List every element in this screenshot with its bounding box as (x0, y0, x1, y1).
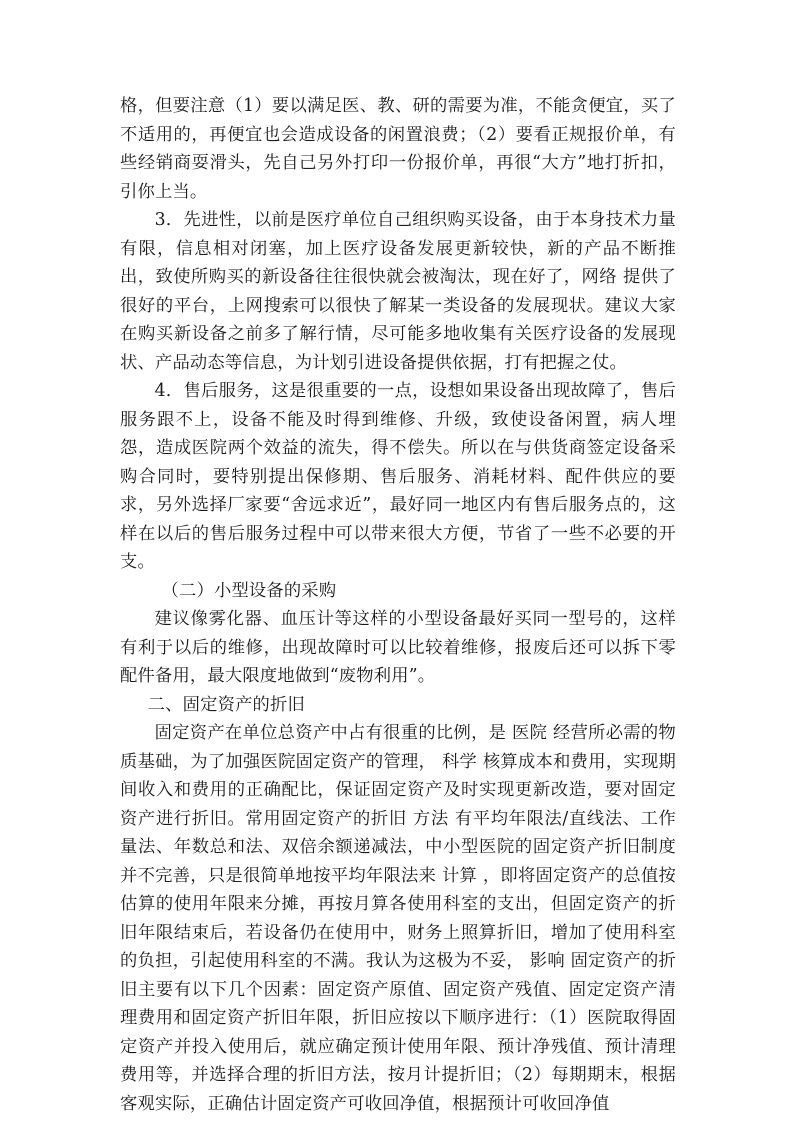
section-heading-small-equipment: （二）小型设备的采购 (161, 580, 337, 601)
paragraph-after-sales-service: 4．售后服务，这是很重要的一点，设想如果设备出现故障了，售后服务跟不上，设备不能及时得到维修、升级，致使设备闲置，病人埋怨，造成医院两个效益的流失，得不偿失。所以在与供货商签定设备采购合同时，要特别提出保修期、售后服务、消耗材料、配件供应的要求，另外选择厂家要“舍远求近”，最好同一地区内有售后服务点的，这样在以后的售后服务过程中可以带来很大方便，节省了一些不必要的开支。 (120, 381, 676, 572)
document-body (120, 92, 676, 1118)
paragraph-price-cautions: 格，但要注意（1）要以满足医、教、研的需要为准，不能贪便宜，买了不适用的，再便宜也会造成设备的闲置浪费；（2）要看正规报价单，有些经销商耍滑头，先自己另外打印一份报价单，再很“大方”地打折扣，引你上当。 (120, 96, 676, 202)
section-heading-depreciation: 二、固定资产的折旧 (147, 694, 306, 715)
paragraph-depreciation: 固定资产在单位总资产中占有很重的比例，是 医院 经营所必需的物质基础，为了加强医院固定资产的管理， 科学 核算成本和费用，实现期间收入和费用的正确配比，保证固定资产及时实现更新改造，要对固定资产进行折旧。常用固定资产的折旧 方法 有平均年限法/直线法、工作量法、年数总和法、双倍余额递减法，中小型医院的固定资产折旧制度并不完善，只是很简单地按平均年限法来 计算 ，即将固定资产的总值按估算的使用年限来分摊，再按月算各使用科室的支出，但固定资产的折旧年限结束后，若设备仍在使用中，财务上照算折旧，增加了使用科室的负担，引起使用科室的不满。我认为这极为不妥， 影响 固定资产的折旧主要有以下几个因素：固定资产原值、固定资产残值、固定定资产清理费用和固定资产折旧年限，折旧应按以下顺序进行：（1）医院取得固定资产并投入使用后，就应确定预计使用年限、预计净残值、预计清理费用等，并选择合理的折旧方法，按月计提折旧；（2）每期期末，根据客观实际，正确估计固定资产可收回净值，根据预计可收回净值 (120, 723, 676, 1114)
paragraph-small-equipment: 建议像雾化器、血压计等这样的小型设备最好买同一型号的，这样有利于以后的维修，出现故障时可以比较着维修，报废后还可以拆下零配件备用，最大限度地做到“废物利用”。 (120, 609, 676, 686)
paragraph-advancement: 3．先进性，以前是医疗单位自己组织购买设备，由于本身技术力量有限，信息相对闭塞，加上医疗设备发展更新较快，新的产品不断推出，致使所购买的新设备往往很快就会被淘汰，现在好了，网络 提供了很好的平台，上网搜索可以很快了解某一类设备的发展现状。建议大家在购买新设备之前多了解行情，尽可能多地收集有关医疗设备的发展现状、产品动态等信息，为计划引进设备提供依据，打有把握之仗。 (120, 210, 676, 373)
